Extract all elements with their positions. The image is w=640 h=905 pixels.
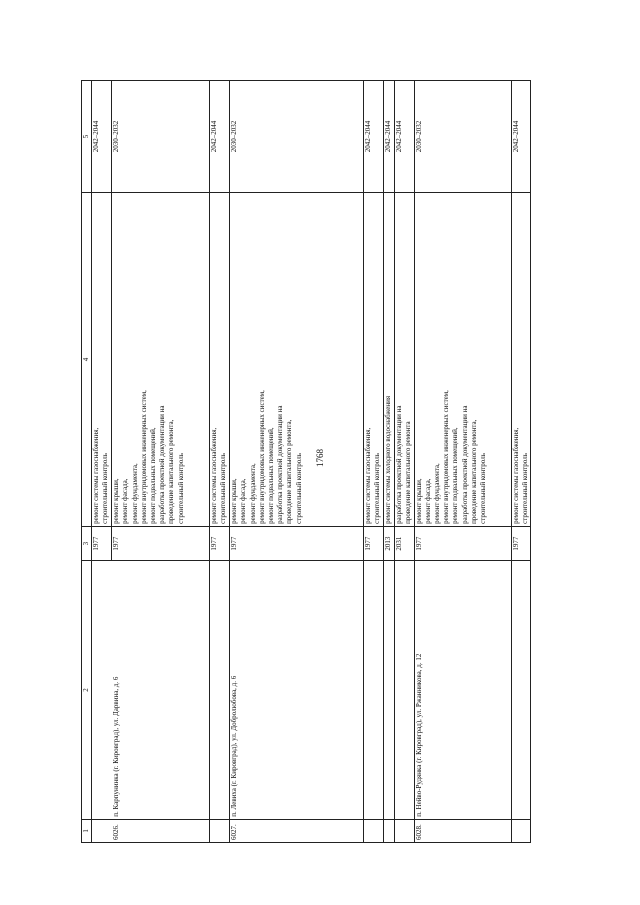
year-cell: 1977 <box>92 526 112 560</box>
work-line: проведение капитального ремонта, <box>167 419 176 524</box>
header-col-1: 1 <box>82 819 92 842</box>
address-cell <box>364 561 384 819</box>
work-line: строительный контроль <box>520 453 529 524</box>
work-line: разработка проектной документации на <box>395 405 404 524</box>
year-cell: 1977 <box>210 526 230 560</box>
period-cell: 2042–2044 <box>210 81 230 193</box>
table-row <box>210 81 230 843</box>
period-cell: 2042–2044 <box>364 81 384 193</box>
work-line: разработка проектной документации на <box>276 405 285 524</box>
work-line: ремонт фундамента, <box>130 463 139 524</box>
period-cell: 2042–2044 <box>92 81 112 193</box>
work-line: ремонт внутридомовых инженерных систем, <box>442 390 451 524</box>
table-row <box>384 81 395 843</box>
year-cell: 2031 <box>395 526 414 560</box>
work-line: ремонт фундамента, <box>433 463 442 524</box>
work-cell <box>364 193 384 527</box>
address-cell <box>511 561 530 819</box>
work-cell <box>511 193 530 527</box>
work-line: ремонт фасада, <box>423 478 432 524</box>
work-line: ремонт системы холодного водоснабжения <box>384 395 393 524</box>
work-line: проведение капитального ремонта, <box>285 419 294 524</box>
table-row <box>414 81 511 843</box>
table-row <box>511 81 530 843</box>
header-col-2: 2 <box>82 561 92 819</box>
address-cell <box>395 561 414 819</box>
address-cell: п. Карпунинка (г. Кировград), ул. Дарвина, д. 6 <box>112 561 210 819</box>
row-number-cell: 6028. <box>414 819 511 842</box>
work-line: ремонт подвальных помещений, <box>267 427 276 524</box>
year-cell: 1977 <box>364 526 384 560</box>
work-line: ремонт крыши, <box>414 478 423 524</box>
year-cell: 2013 <box>384 526 395 560</box>
period-cell: 2042–2044 <box>511 81 530 193</box>
work-line: ремонт подвальных помещений, <box>451 427 460 524</box>
work-line: разработка проектной документации на <box>158 405 167 524</box>
work-line: проведение капитального ремонта <box>404 421 413 524</box>
period-cell: 2030–2032 <box>112 81 210 193</box>
page-number: 1768 <box>315 449 325 467</box>
address-cell: п. Нейво-Рудянка (г. Кировград), ул. Ржанникова, д. 12 <box>414 561 511 819</box>
period-cell: 2030–2032 <box>230 81 364 193</box>
work-line: ремонт системы газоснабжения, <box>210 427 219 524</box>
work-cell <box>395 193 414 527</box>
address-cell <box>92 561 112 819</box>
work-line: ремонт крыши, <box>230 478 239 524</box>
work-line: строительный контроль <box>479 453 488 524</box>
address-cell <box>210 561 230 819</box>
work-line: ремонт внутридомовых инженерных систем, <box>139 390 148 524</box>
header-col-5: 5 <box>82 81 92 193</box>
repair-schedule-table <box>81 80 531 843</box>
row-number-cell: 6027. <box>230 819 364 842</box>
work-line: строительный контроль <box>101 453 110 524</box>
row-number-cell <box>364 819 384 842</box>
period-cell: 2030–2032 <box>414 81 511 193</box>
address-cell: п. Левиха (г. Кировград), ул. Добролюбова, д. 6 <box>230 561 364 819</box>
row-number-cell <box>511 819 530 842</box>
work-line: ремонт системы газоснабжения, <box>511 427 520 524</box>
work-line: ремонт фасада, <box>121 478 130 524</box>
table-row <box>112 81 210 843</box>
row-number-cell <box>395 819 414 842</box>
work-line: строительный контроль <box>373 453 382 524</box>
year-cell: 1977 <box>230 526 364 560</box>
table-row <box>230 81 364 843</box>
work-cell <box>384 193 395 527</box>
work-cell <box>414 193 511 527</box>
work-line: ремонт крыши, <box>112 478 121 524</box>
work-line: строительный контроль <box>176 453 185 524</box>
year-cell: 1977 <box>511 526 530 560</box>
work-line: строительный контроль <box>219 453 228 524</box>
year-cell: 1977 <box>112 526 210 560</box>
work-line: ремонт фундамента, <box>248 463 257 524</box>
work-line: ремонт системы газоснабжения, <box>92 427 101 524</box>
header-col-4: 4 <box>82 193 92 527</box>
period-cell: 2042–2044 <box>395 81 414 193</box>
rotated-table-container <box>81 80 533 843</box>
year-cell: 1977 <box>414 526 511 560</box>
row-number-cell <box>210 819 230 842</box>
table-row <box>92 81 112 843</box>
period-cell: 2042–2044 <box>384 81 395 193</box>
work-line: ремонт фасада, <box>239 478 248 524</box>
table-row <box>364 81 384 843</box>
work-cell <box>92 193 112 527</box>
work-cell <box>112 193 210 527</box>
row-number-cell: 6026. <box>112 819 210 842</box>
table-row <box>395 81 414 843</box>
work-cell <box>230 193 364 527</box>
address-cell <box>384 561 395 819</box>
work-line: ремонт подвальных помещений, <box>149 427 158 524</box>
work-line: ремонт системы газоснабжения, <box>364 427 373 524</box>
work-line: разработка проектной документации на <box>460 405 469 524</box>
work-line: ремонт внутридомовых инженерных систем, <box>257 390 266 524</box>
row-number-cell <box>92 819 112 842</box>
header-col-3: 3 <box>82 526 92 560</box>
work-line: проведение капитального ремонта, <box>469 419 478 524</box>
header-row <box>82 81 92 843</box>
row-number-cell <box>384 819 395 842</box>
work-line: строительный контроль <box>294 453 303 524</box>
work-cell <box>210 193 230 527</box>
